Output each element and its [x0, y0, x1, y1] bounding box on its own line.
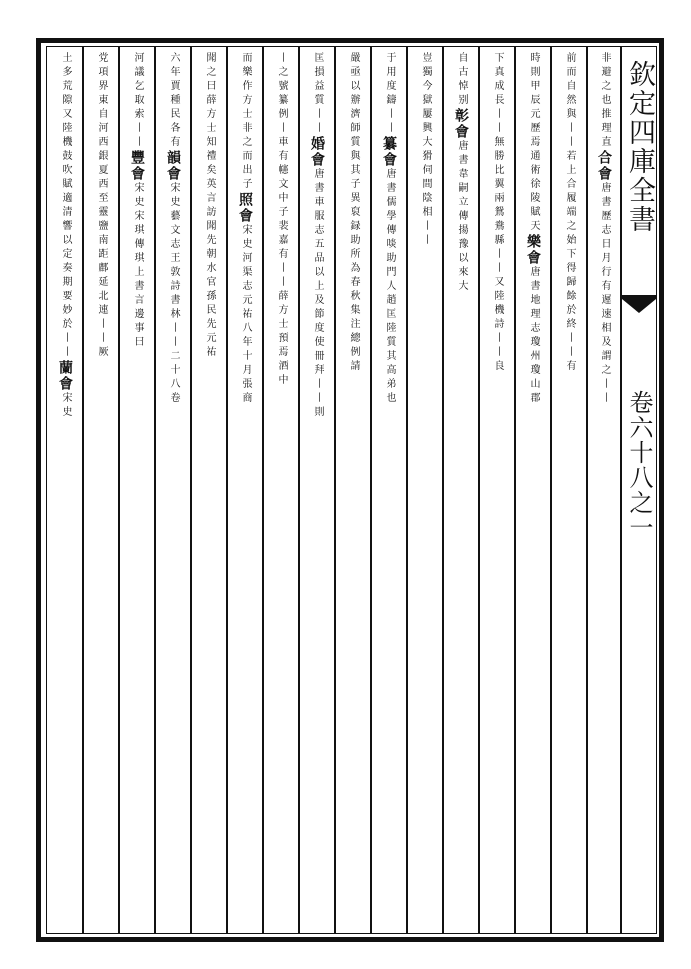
headword: 蘭會: [57, 360, 73, 392]
text-column-10: [264, 52, 298, 932]
column-text: 唐書歷志日月行有遲速相及謂之丨丨: [599, 182, 610, 406]
text-column-7: [372, 52, 406, 932]
column-text: 河議乞取索丨丨: [132, 52, 143, 150]
column-text: 而樂作方士非之而出子: [240, 52, 251, 192]
text-column-3: [516, 52, 550, 932]
column-text: 宋史河渠志元祐八年十月張商: [240, 224, 251, 406]
column-text: 獄屢興大猾伺間陰相丨丨: [420, 94, 431, 248]
column-text: 匡損益質丨丨: [312, 52, 323, 136]
text-column-13: [156, 52, 190, 932]
column-text: 若上合履端之始下得歸餘於終丨丨有: [564, 150, 575, 374]
headword: 韻會: [165, 150, 181, 182]
column-text: 質與其子異裒録助所為春秋集注總例請: [348, 136, 359, 374]
margin-column: [622, 60, 656, 920]
column-text: 自古悼别: [456, 52, 467, 108]
column-text: 唐書韋嗣立傳揚豫以來大: [456, 140, 467, 294]
text-column-4: [480, 52, 514, 932]
headword: 婚會: [309, 136, 325, 168]
fishtail-mark-icon: [622, 295, 656, 313]
column-text: 豈獨今: [420, 52, 431, 94]
headword: 纂會: [381, 136, 397, 168]
column-text: 宋史宋琪傳琪上書言邊事曰: [132, 182, 143, 350]
text-column-14: [120, 52, 154, 932]
column-text: 聞之曰薛方士知禮矣: [204, 52, 215, 178]
text-column-12: [192, 52, 226, 932]
text-column-8: [336, 52, 370, 932]
column-text: 宋史藝文志王敦詩書林丨丨二十八卷: [168, 182, 179, 406]
headword: 樂會: [525, 234, 541, 266]
text-column-1: [588, 52, 620, 932]
text-column-6: [408, 52, 442, 932]
column-text: 時則甲辰元歷焉通術徐陵賦天: [528, 52, 539, 234]
text-column-2: [552, 52, 586, 932]
column-text: 宋史: [60, 392, 71, 420]
column-text: 非避之也推理直: [599, 52, 610, 150]
column-text: 英言訪聞先朝水官孫民先元祐: [204, 178, 215, 360]
column-text: 党項界東自河西銀夏西至靈鹽南距鄜延北連丨丨厥: [96, 52, 107, 360]
fascicle-label: 卷六十八之一: [625, 390, 653, 540]
column-text: 前而自然與丨丨: [564, 52, 575, 150]
headword: 合會: [596, 150, 612, 182]
text-column-16: [48, 52, 82, 932]
book-title: 欽定四庫全書: [624, 60, 655, 234]
text-column-11: [228, 52, 262, 932]
column-text: 嚴亟以辦濟師: [348, 52, 359, 136]
headword: 彰會: [453, 108, 469, 140]
headword: 照會: [237, 192, 253, 224]
text-column-5: [444, 52, 478, 932]
column-text: 唐書車服志五品以上及節度使冊拜丨丨則: [312, 168, 323, 420]
text-column-9: [300, 52, 334, 932]
column-text: 唐書地理志瓊州瓊山郡: [528, 266, 539, 406]
headword: 豐會: [129, 150, 145, 182]
column-text: 土多荒隙又陸機鼓吹賦適清響以定奏期要妙於丨丨: [60, 52, 71, 360]
text-column-15: [84, 52, 118, 932]
column-text: 六年賈種民各有: [168, 52, 179, 150]
column-text: 車有幰文中子裴嘉有丨丨薛方士預焉酒中: [276, 136, 287, 388]
column-text: 于用度鑄丨丨: [384, 52, 395, 136]
column-text: 下真成長丨丨無勝比翼兩鴛鴦: [492, 52, 503, 234]
column-text: 縣丨丨又陸機詩丨丨良: [492, 234, 503, 374]
column-text: 丨之號纂例丨: [276, 52, 287, 136]
column-text: 唐書儒學傳啖助門人趙匡陸質其高弟也: [384, 168, 395, 406]
